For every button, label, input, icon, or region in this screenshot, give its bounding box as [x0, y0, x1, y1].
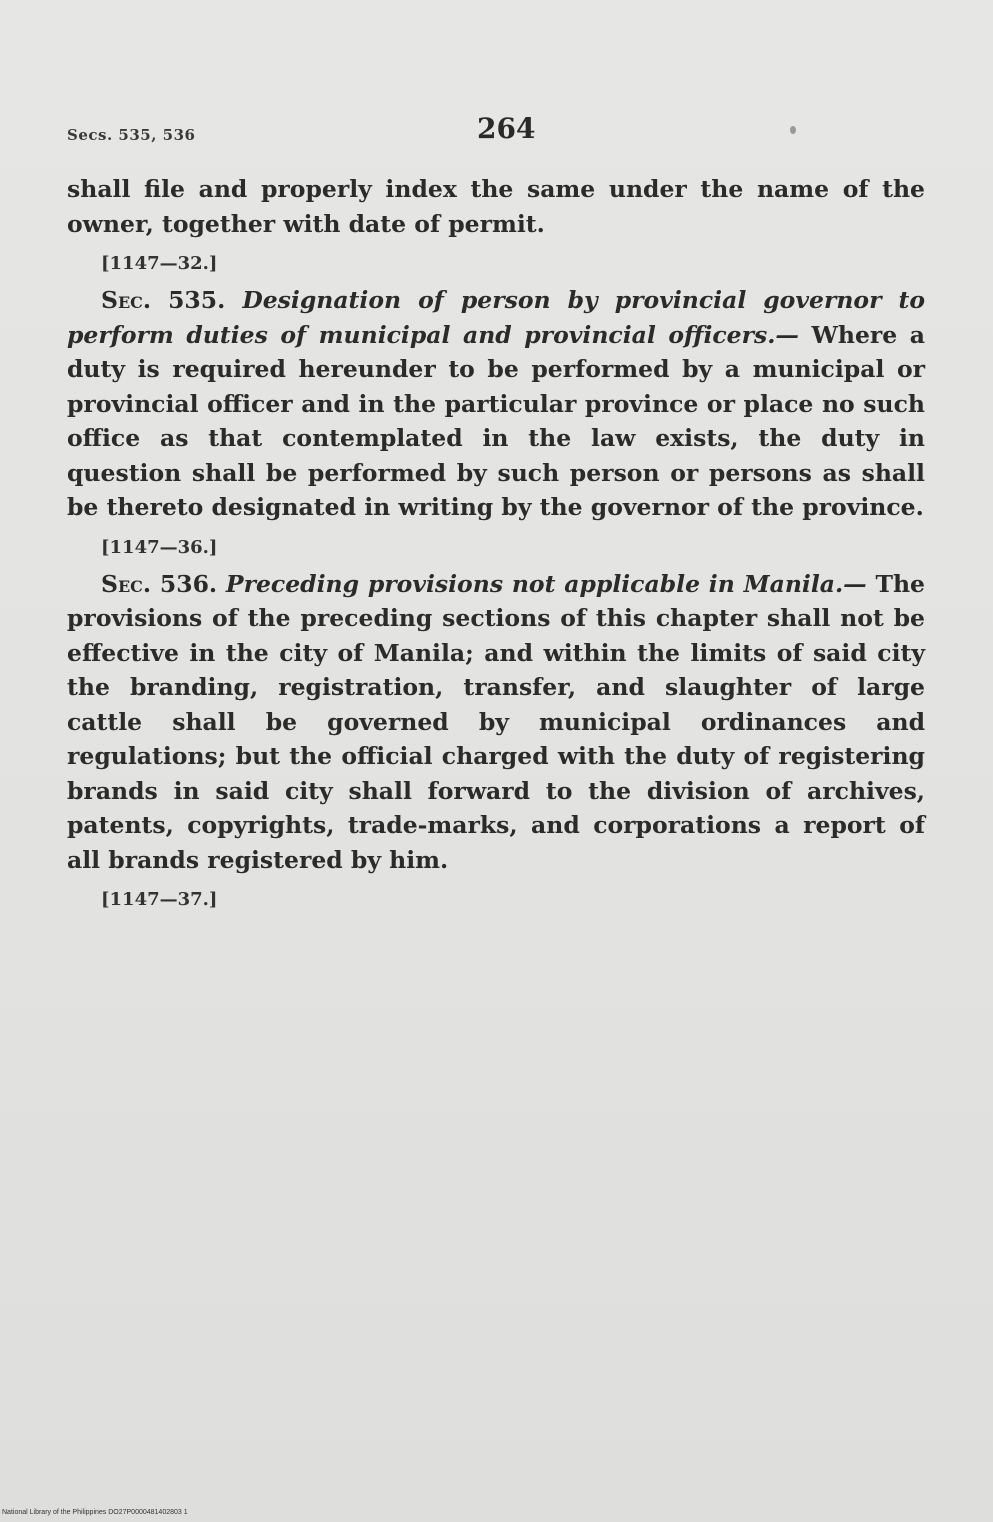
citation-1: [1147—32.] [101, 253, 218, 274]
section-535 [67, 283, 925, 525]
section-536-label: Sec. 536. [101, 569, 218, 598]
section-535-heading: Designation of person by provincial governor to perform duties of municipal and provincial officers.— [67, 286, 926, 349]
continuation-paragraph: shall file and properly index the same under the name of the owner, together with date of permit. [67, 175, 925, 238]
running-head [67, 112, 927, 152]
citation-2: [1147—36.] [101, 536, 218, 558]
section-536 [67, 567, 925, 878]
scan-credit: National Library of the Philippines DO27P0000481402803 1 [2, 1509, 188, 1516]
page-number: 264 [477, 112, 536, 145]
citation-3: [1147—37.] [101, 889, 218, 910]
page-body [67, 172, 925, 919]
section-536-heading: Preceding provisions not applicable in Manila.— [225, 569, 867, 598]
ink-smudge [790, 126, 796, 134]
section-536-text: The provisions of the preceding sections of this chapter shall not be effective in the city of Manila; and within the limits of said city the branding, registration, transfer, and slaughter of large cattle shall be governed by municipal ordinances and regulations; but the official charged with the duty of registering brands in said city shall forward to the division of archives, patents, copyrights, trade-marks, and corporations a report of all brands registered by him. [67, 569, 926, 874]
section-535-text: Where a duty is required hereunder to be performed by a municipal or provincial officer and in the particular province or place no such office as that contemplated in the law exists, the duty in question shall be performed by such person or persons as shall be thereto designated in writing by the governor of the province. [67, 320, 926, 521]
section-535-label: Sec. 535. [101, 286, 226, 314]
sections-reference: Secs. 535, 536 [67, 126, 196, 144]
